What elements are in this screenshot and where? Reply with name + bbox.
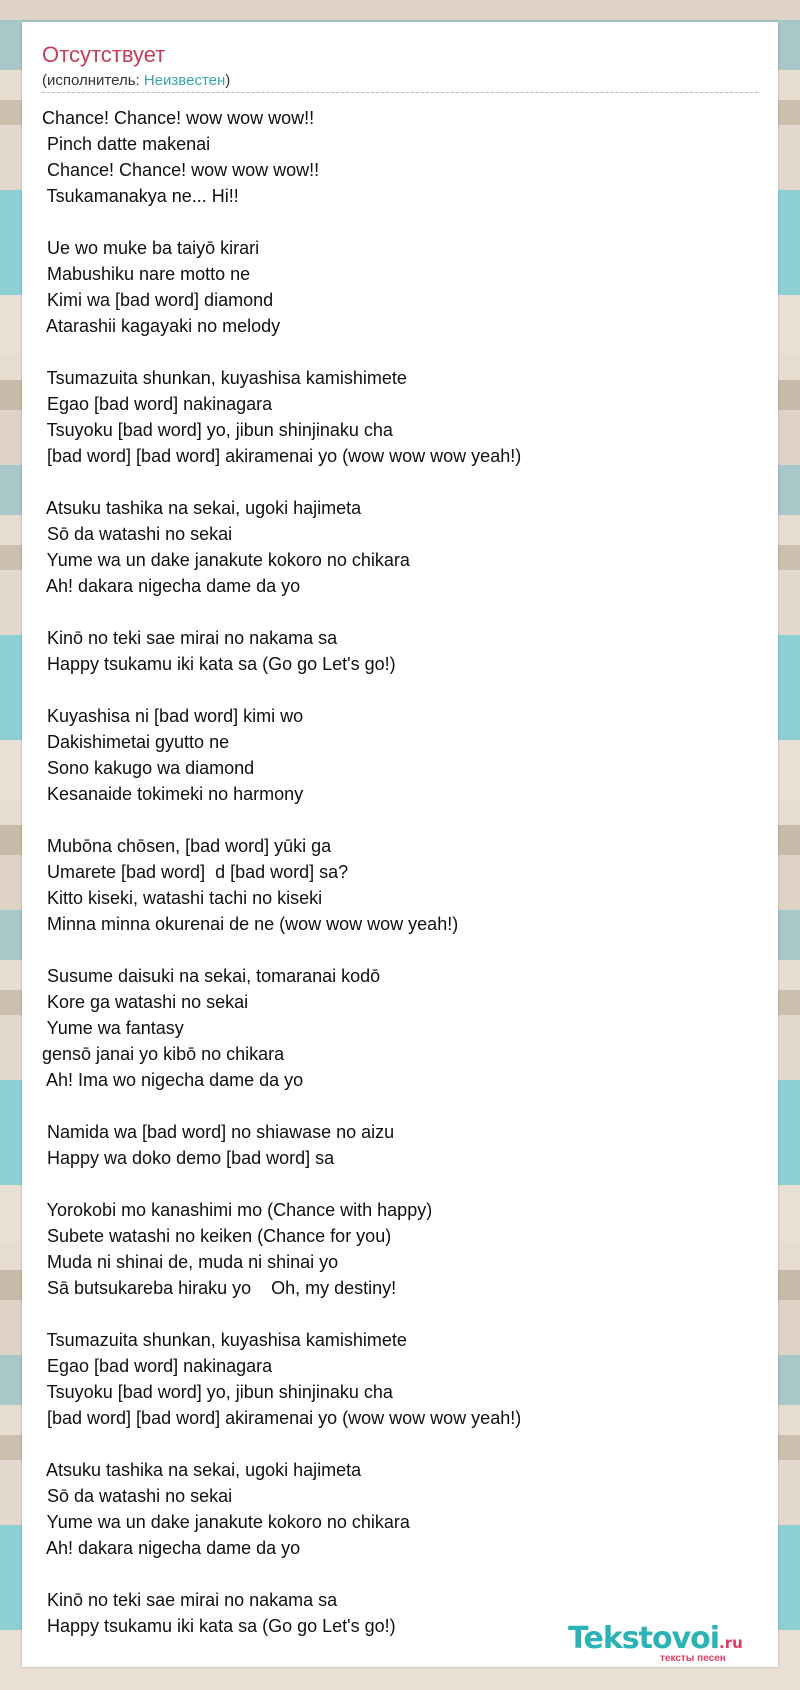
lyric-blank-line (42, 599, 758, 625)
lyric-line: Ah! dakara nigecha dame da yo (42, 576, 301, 596)
lyric-line: Kuyashisa ni [bad word] kimi wo (42, 706, 304, 726)
lyric-line: Atarashii kagayaki no melody (42, 316, 281, 336)
lyric-line: Umarete [bad word] d [bad word] sa? (42, 862, 349, 882)
lyric-line: Susume daisuki na sekai, tomaranai kodō (42, 966, 381, 986)
lyric-line: Atsuku tashika na sekai, ugoki hajimeta (42, 1460, 362, 1480)
lyric-line: Pinch datte makenai (42, 134, 211, 154)
artist-line (42, 72, 230, 89)
lyric-line: Yorokobi mo kanashimi mo (Chance with happy) (42, 1200, 433, 1220)
song-title: Отсутствует (42, 42, 166, 67)
lyric-line: Dakishimetai gyutto ne (42, 732, 230, 752)
lyric-line: Ue wo muke ba taiyō kirari (42, 238, 260, 258)
lyric-line: Atsuku tashika na sekai, ugoki hajimeta (42, 498, 362, 518)
lyric-line: Yume wa un dake janakute kokoro no chikara (42, 1512, 410, 1532)
lyric-line: Egao [bad word] nakinagara (42, 1356, 273, 1376)
lyric-line: [bad word] [bad word] akiramenai yo (wow wow wow yeah!) (42, 446, 522, 466)
lyric-line: Happy tsukamu iki kata sa (Go go Let's go!) (42, 654, 396, 674)
lyric-line: Tsuyoku [bad word] yo, jibun shinjinaku cha (42, 420, 393, 440)
lyric-line: Ah! Ima wo nigecha dame da yo (42, 1070, 304, 1090)
lyric-line: Chance! Chance! wow wow wow!! (42, 108, 315, 128)
logo-name: Tekstovoi (568, 1621, 720, 1656)
lyrics-card (22, 22, 778, 1667)
lyric-blank-line (42, 469, 758, 495)
lyric-line: Tsuyoku [bad word] yo, jibun shinjinaku cha (42, 1382, 393, 1402)
lyric-line: Sā butsukareba hiraku yo Oh, my destiny! (42, 1278, 397, 1298)
logo-tagline: тексты песен (660, 1653, 726, 1664)
lyric-line: Kitto kiseki, watashi tachi no kiseki (42, 888, 323, 908)
lyric-blank-line (42, 807, 758, 833)
lyric-line: Tsukamanakya ne... Hi!! (42, 186, 239, 206)
lyric-line: Kinō no teki sae mirai no nakama sa (42, 628, 338, 648)
artist-close-paren: ) (225, 72, 231, 89)
lyric-line: Ah! dakara nigecha dame da yo (42, 1538, 301, 1558)
artist-label: (исполнитель: (42, 72, 144, 89)
lyric-line: Mabushiku nare motto ne (42, 264, 251, 284)
lyric-line: Sono kakugo wa diamond (42, 758, 255, 778)
lyric-blank-line (42, 1561, 758, 1587)
lyric-blank-line (42, 1301, 758, 1327)
lyric-line: gensō janai yo kibō no chikara (42, 1044, 285, 1064)
lyric-line: Egao [bad word] nakinagara (42, 394, 273, 414)
lyric-line: Yume wa fantasy (42, 1018, 184, 1038)
lyric-line: Minna minna okurenai de ne (wow wow wow yeah!) (42, 914, 459, 934)
lyric-line: Kore ga watashi no sekai (42, 992, 249, 1012)
lyric-line: Namida wa [bad word] no shiawase no aizu (42, 1122, 395, 1142)
lyric-blank-line (42, 1093, 758, 1119)
lyric-line: Kinō no teki sae mirai no nakama sa (42, 1590, 338, 1610)
lyric-line: Happy wa doko demo [bad word] sa (42, 1148, 335, 1168)
artist-link[interactable]: Неизвестен (143, 72, 226, 89)
lyric-line: Tsumazuita shunkan, kuyashisa kamishimete (42, 368, 407, 388)
site-logo[interactable] (568, 1622, 768, 1666)
lyric-blank-line (42, 209, 758, 235)
lyric-line: Sō da watashi no sekai (42, 1486, 233, 1506)
lyric-line: Muda ni shinai de, muda ni shinai yo (42, 1252, 339, 1272)
lyric-blank-line (42, 937, 758, 963)
lyric-line: Subete watashi no keiken (Chance for you) (42, 1226, 392, 1246)
lyrics-text (42, 105, 758, 1639)
lyric-line: Chance! Chance! wow wow wow!! (42, 160, 320, 180)
lyric-line: Mubōna chōsen, [bad word] yūki ga (42, 836, 332, 856)
lyric-line: Kesanaide tokimeki no harmony (42, 784, 304, 804)
lyric-blank-line (42, 677, 758, 703)
lyric-blank-line (42, 1431, 758, 1457)
lyric-line: Yume wa un dake janakute kokoro no chikara (42, 550, 410, 570)
logo-tld: .ru (719, 1634, 743, 1652)
lyric-line: Happy tsukamu iki kata sa (Go go Let's go!) (42, 1616, 396, 1636)
lyric-line: [bad word] [bad word] akiramenai yo (wow wow wow yeah!) (42, 1408, 522, 1428)
lyric-line: Kimi wa [bad word] diamond (42, 290, 274, 310)
lyric-blank-line (42, 1171, 758, 1197)
lyric-line: Sō da watashi no sekai (42, 524, 233, 544)
lyric-line: Tsumazuita shunkan, kuyashisa kamishimete (42, 1330, 407, 1350)
header-divider (42, 92, 758, 93)
lyric-blank-line (42, 339, 758, 365)
